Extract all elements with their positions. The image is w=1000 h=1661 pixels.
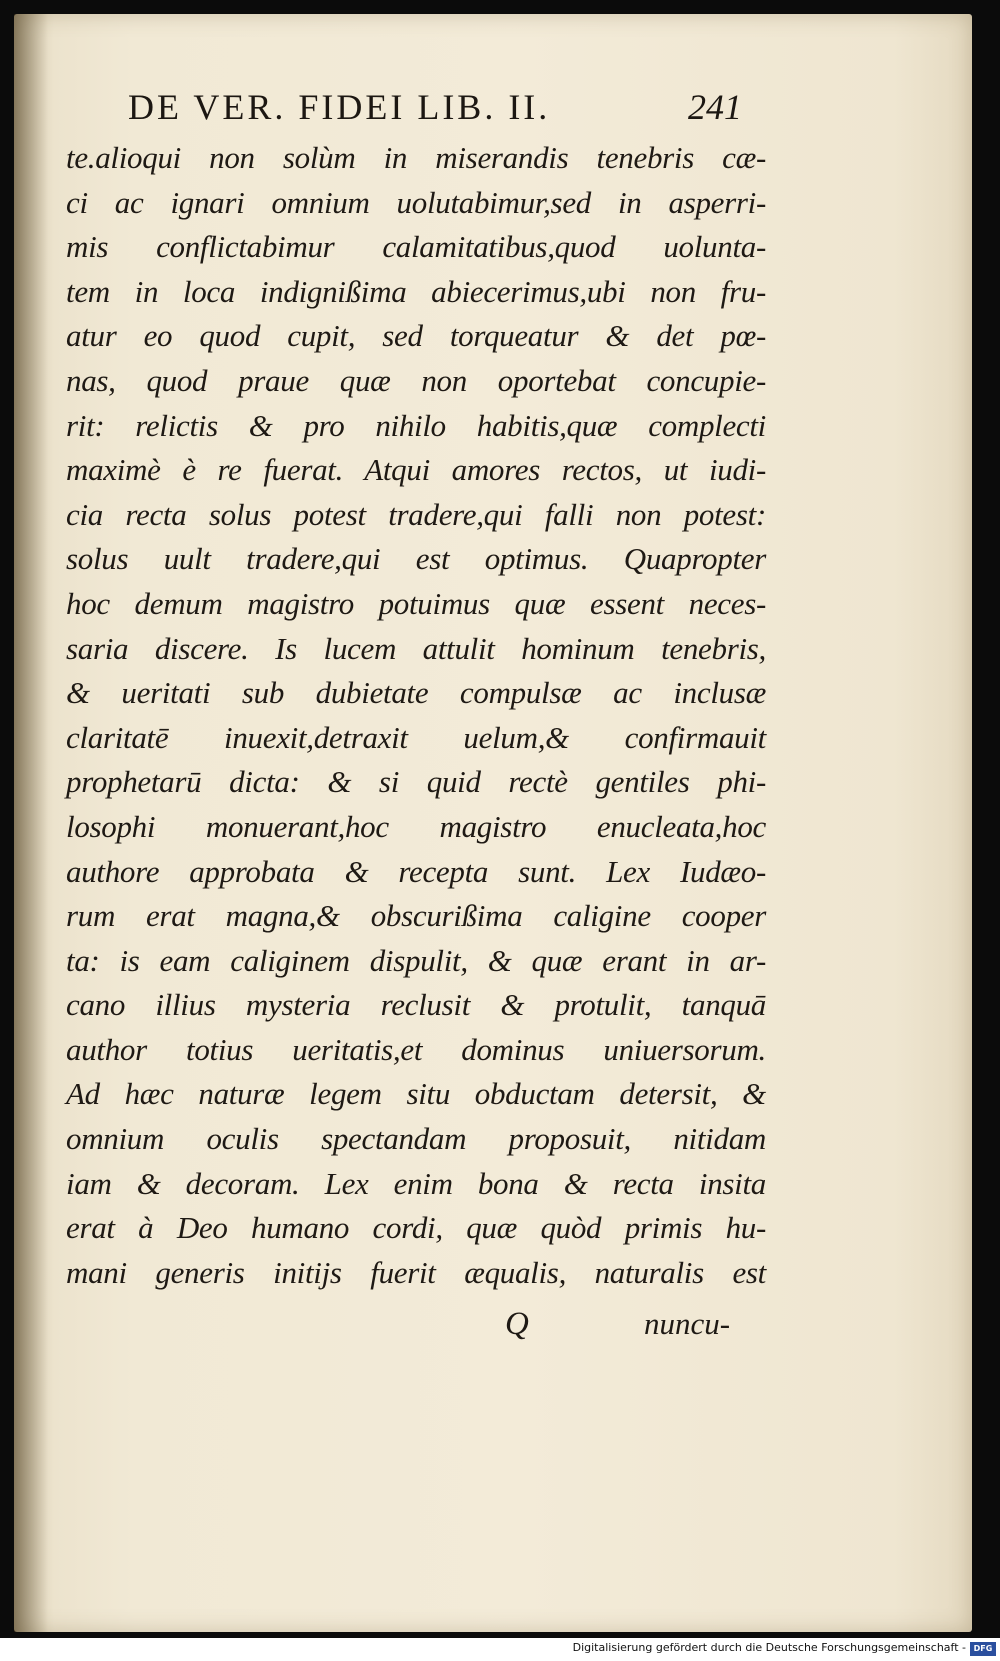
text-line: authore approbata & recepta sunt. Lex Iudæo- (66, 853, 766, 889)
text-line: omnium oculis spectandam proposuit, nitidam (66, 1121, 766, 1157)
text-line: author totius ueritatis,et dominus uniuersorum. (66, 1031, 766, 1067)
dfg-logo-icon: DFG (970, 1642, 996, 1656)
signature-mark: Q (505, 1306, 529, 1342)
text-line: erat à Deo humano cordi, quæ quòd primis hu- (66, 1210, 766, 1246)
text-line: nas, quod praue quæ non oportebat concupie- (66, 362, 766, 398)
text-line: Ad hæc naturæ legem situ obductam detersit, & (66, 1076, 766, 1112)
text-line: prophetarū dicta: & si quid rectè gentiles phi- (66, 764, 766, 800)
text-line: cia recta solus potest tradere,qui falli non potest: (66, 496, 766, 532)
text-line: losophi monuerant,hoc magistro enucleata,hoc (66, 808, 766, 844)
page-gutter-shadow (14, 14, 48, 1632)
page-number: 241 (688, 87, 742, 127)
text-line: saria discere. Is lucem attulit hominum tenebris, (66, 630, 766, 666)
catchline (0, 1306, 1000, 1352)
text-line: mis conflictabimur calamitatibus,quod uolunta- (66, 229, 766, 265)
body-text (66, 136, 766, 1295)
text-line: iam & decoram. Lex enim bona & recta insita (66, 1165, 766, 1201)
page-header (0, 86, 1000, 132)
text-line: rit: relictis & pro nihilo habitis,quæ complecti (66, 407, 766, 443)
text-line: rum erat magna,& obscurißima caligine cooper (66, 898, 766, 934)
text-line: claritatē inuexit,detraxit uelum,& confirmauit (66, 719, 766, 755)
text-line: hoc demum magistro potuimus quæ essent neces- (66, 585, 766, 621)
text-line: te.alioqui non solùm in miserandis tenebris cæ- (66, 140, 766, 175)
text-line: solus uult tradere,qui est optimus. Quapropter (66, 541, 766, 577)
text-line: & ueritati sub dubietate compulsæ ac inclusæ (66, 675, 766, 711)
text-line: maximè è re fuerat. Atqui amores rectos, ut iudi- (66, 452, 766, 488)
text-line: cano illius mysteria reclusit & protulit, tanquā (66, 987, 766, 1023)
running-title: DE VER. FIDEI LIB. II. (128, 87, 551, 127)
text-line: tem in loca indignißima abiecerimus,ubi non fru- (66, 273, 766, 309)
text-line: ta: is eam caliginem dispulit, & quæ erant in ar- (66, 942, 766, 978)
digitization-footer (0, 1638, 1000, 1661)
funding-credit: Digitalisierung gefördert durch die Deutsche Forschungsgemeinschaft - (572, 1641, 966, 1654)
text-line: atur eo quod cupit, sed torqueatur & det pœ- (66, 318, 766, 354)
text-line: ci ac ignari omnium uolutabimur,sed in asperri- (66, 184, 766, 220)
catchword: nuncu- (644, 1306, 731, 1341)
text-line: mani generis initijs fuerit æqualis, naturalis est (66, 1254, 766, 1290)
